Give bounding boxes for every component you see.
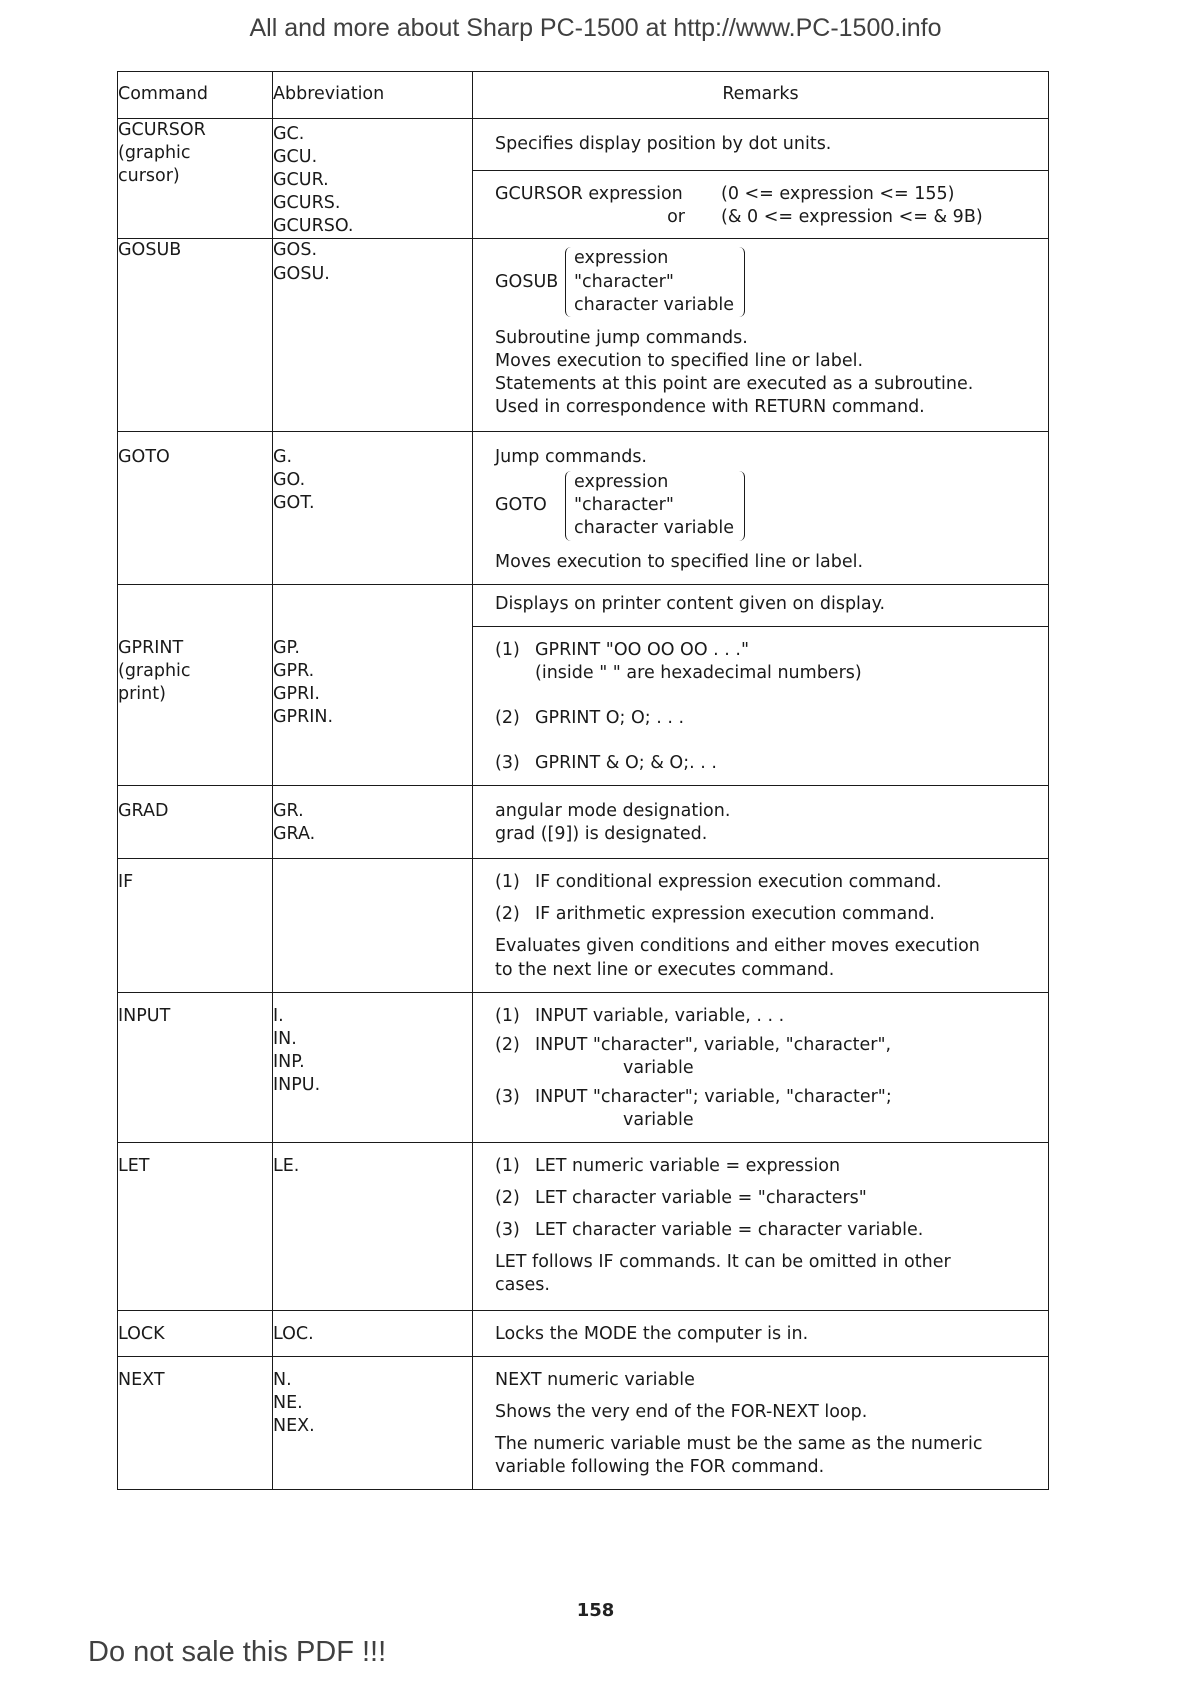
command-cell: [118, 239, 273, 432]
syntax-option: "character": [574, 495, 674, 516]
command-cell: [118, 786, 273, 859]
footer-note: Do not sale this PDF !!!: [88, 1636, 387, 1668]
abbreviation: GOSU.: [273, 263, 330, 284]
abbreviation: GOS.: [273, 240, 318, 261]
abbreviation: INPU.: [273, 1074, 321, 1095]
command-cell: [118, 1310, 273, 1356]
remarks-cell: [473, 432, 1049, 584]
item-number: (2): [495, 1188, 520, 1209]
abbreviation: NEX.: [273, 1415, 315, 1436]
remark-text: Locks the MODE the computer is in.: [495, 1323, 809, 1344]
command-cell: [118, 859, 273, 992]
column-header-command: Command: [118, 72, 273, 119]
command-desc: print): [118, 683, 166, 704]
abbreviation: GCUR.: [273, 170, 329, 191]
syntax-range: (& 0 <= expression <= & 9B): [721, 207, 983, 228]
remark-text: GPRINT O; O; . . .: [535, 707, 685, 728]
remark-text: to the next line or executes command.: [495, 959, 835, 980]
remark-text: LET character variable = character variable.: [535, 1220, 924, 1241]
syntax-option: expression: [574, 248, 669, 269]
table-row: [118, 859, 1049, 992]
remark-text: Evaluates given conditions and either moves execution: [495, 936, 980, 957]
abbreviation: GC.: [273, 124, 305, 144]
abbreviation: GCURSO.: [273, 216, 354, 237]
remark-text: Used in correspondence with RETURN command.: [495, 397, 925, 418]
remark-text: variable: [623, 1110, 694, 1130]
remark-text: LET character variable = "characters": [535, 1188, 867, 1209]
remark-block: [473, 1311, 1048, 1356]
command-name: INPUT: [118, 1005, 171, 1026]
remarks-cell: [473, 1143, 1049, 1310]
abbreviation: GCU.: [273, 147, 318, 168]
remark-block: [473, 432, 1048, 583]
abbreviation-cell: [273, 239, 473, 432]
abbreviation: INP.: [273, 1051, 305, 1072]
command-name: GOTO: [118, 447, 170, 468]
item-number: (1): [495, 1156, 520, 1177]
remark-text: LET numeric variable = expression: [535, 1156, 841, 1177]
table-row: [118, 432, 1049, 584]
command-name: GPRINT: [118, 637, 184, 658]
abbreviation-cell: [273, 1356, 473, 1489]
remark-text: LET follows IF commands. It can be omitted in other: [495, 1252, 951, 1273]
table-row: [118, 239, 1049, 432]
remark-block: [473, 585, 1048, 626]
remark-text: variable following the FOR command.: [495, 1456, 825, 1477]
remark-text: Statements at this point are executed as a subroutine.: [495, 373, 974, 394]
remark-text: Shows the very end of the FOR-NEXT loop.: [495, 1401, 868, 1422]
abbreviation-cell: [273, 1310, 473, 1356]
remark-text: Moves execution to specified line or label.: [495, 350, 864, 371]
item-number: (3): [495, 1086, 520, 1107]
table-row: [118, 1356, 1049, 1489]
remark-note: (inside " " are hexadecimal numbers): [535, 662, 862, 683]
abbreviation-cell: [273, 1143, 473, 1310]
command-desc: (graphic: [118, 143, 191, 164]
item-number: (2): [495, 1034, 520, 1055]
item-number: (2): [495, 707, 520, 728]
remark-text: INPUT "character"; variable, "character";: [535, 1086, 892, 1107]
remark-block: [473, 1143, 1048, 1309]
syntax-text: GCURSOR expression: [495, 184, 683, 205]
abbreviation: GR.: [273, 801, 304, 822]
command-desc: (graphic: [118, 660, 191, 681]
syntax-option: "character": [574, 271, 674, 292]
remark-text: Displays on printer content given on display.: [495, 593, 886, 614]
item-number: (1): [495, 1005, 520, 1026]
command-name: LOCK: [118, 1323, 165, 1344]
remarks-cell: [473, 859, 1049, 992]
abbreviation: NE.: [273, 1392, 303, 1413]
item-number: (3): [495, 752, 520, 773]
page-number: 158: [576, 1600, 615, 1621]
remark-text: GPRINT "OO OO OO . . .": [535, 639, 750, 660]
table-row: [118, 1143, 1049, 1310]
command-name: IF: [118, 872, 134, 893]
table-row: [118, 584, 1049, 785]
abbreviation: LOC.: [273, 1323, 314, 1344]
command-name: NEXT: [118, 1369, 165, 1390]
command-cell: [118, 992, 273, 1142]
command-name: GOSUB: [118, 240, 182, 261]
remark-text: The numeric variable must be the same as the numeric: [495, 1433, 983, 1454]
abbreviation: GOT.: [273, 493, 315, 514]
remarks-cell: [473, 1356, 1049, 1489]
table-row: [118, 119, 1049, 239]
remarks-cell: [473, 786, 1049, 859]
remark-text: Subroutine jump commands.: [495, 327, 748, 348]
remark-text: IF arithmetic expression execution command.: [535, 904, 935, 925]
remark-block: [473, 993, 1048, 1142]
table-row: [118, 992, 1049, 1142]
syntax-or: or: [667, 207, 685, 228]
syntax-brace: [495, 471, 1032, 540]
command-cell: [118, 1143, 273, 1310]
remark-text: NEXT numeric variable: [495, 1369, 695, 1390]
abbreviation: GRA.: [273, 824, 316, 845]
item-number: (1): [495, 872, 520, 893]
command-cell: [118, 1356, 273, 1489]
remark-block: [473, 239, 1048, 431]
item-number: (1): [495, 639, 520, 660]
abbreviation-cell: [273, 119, 473, 239]
column-header-remarks: Remarks: [473, 72, 1049, 119]
remark-text: angular mode designation.: [495, 801, 731, 822]
column-header-abbreviation: Abbreviation: [273, 72, 473, 119]
abbreviation-cell: [273, 584, 473, 785]
remarks-cell: [473, 239, 1049, 432]
remarks-cell: [473, 1310, 1049, 1356]
syntax-brace: [495, 247, 1032, 316]
syntax-keyword: GOTO: [495, 495, 547, 516]
abbreviation-cell: [273, 859, 473, 992]
command-cell: [118, 584, 273, 785]
syntax-keyword: GOSUB: [495, 271, 559, 292]
remark-block: [473, 119, 1048, 170]
syntax-block: [473, 170, 1048, 235]
abbreviation: GCURS.: [273, 193, 341, 214]
abbreviation: IN.: [273, 1028, 297, 1049]
abbreviation-cell: [273, 992, 473, 1142]
remark-text: variable: [623, 1057, 694, 1078]
command-cell: [118, 432, 273, 584]
remark-block: [473, 1357, 1048, 1489]
remarks-cell: [473, 119, 1049, 239]
item-number: (3): [495, 1220, 520, 1241]
syntax-range: (0 <= expression <= 155): [721, 184, 955, 205]
remarks-cell: [473, 584, 1049, 785]
abbreviation: I.: [273, 1005, 284, 1026]
abbreviation: GO.: [273, 470, 306, 491]
remark-text: INPUT variable, variable, . . .: [535, 1005, 785, 1026]
item-number: (2): [495, 904, 520, 925]
abbreviation: LE.: [273, 1156, 300, 1177]
remark-text: INPUT "character", variable, "character",: [535, 1034, 892, 1055]
remark-block: [473, 626, 1048, 785]
remark-block: [473, 859, 1048, 991]
syntax-option: expression: [574, 472, 669, 493]
abbreviation: G.: [273, 447, 293, 468]
table-header-row: [118, 72, 1049, 119]
remark-text: grad ([9]) is designated.: [495, 824, 708, 845]
abbreviation: GP.: [273, 637, 300, 658]
command-cell: [118, 119, 273, 239]
command-name: GRAD: [118, 801, 169, 822]
command-name: GCURSOR: [118, 120, 206, 140]
command-desc: cursor): [118, 166, 180, 187]
command-table: [117, 71, 1049, 1490]
remark-text: Specifies display position by dot units.: [495, 134, 832, 154]
remark-text: Moves execution to specified line or label.: [495, 551, 864, 572]
syntax-option: character variable: [574, 294, 734, 315]
abbreviation-cell: [273, 432, 473, 584]
remark-text: GPRINT & O; & O;. . .: [535, 752, 717, 773]
table-row: [118, 1310, 1049, 1356]
remark-text: Jump commands.: [495, 447, 647, 468]
page-header: All and more about Sharp PC-1500 at http://www.PC-1500.info: [249, 14, 942, 42]
abbreviation-cell: [273, 786, 473, 859]
table-row: [118, 786, 1049, 859]
remark-text: IF conditional expression execution command.: [535, 872, 942, 893]
syntax-option: character variable: [574, 518, 734, 539]
remarks-cell: [473, 992, 1049, 1142]
remark-text: cases.: [495, 1275, 550, 1296]
remark-block: [473, 786, 1048, 858]
command-name: LET: [118, 1156, 150, 1177]
abbreviation: GPR.: [273, 660, 315, 681]
abbreviation: GPRIN.: [273, 706, 334, 727]
abbreviation: N.: [273, 1369, 292, 1390]
abbreviation: GPRI.: [273, 683, 320, 704]
